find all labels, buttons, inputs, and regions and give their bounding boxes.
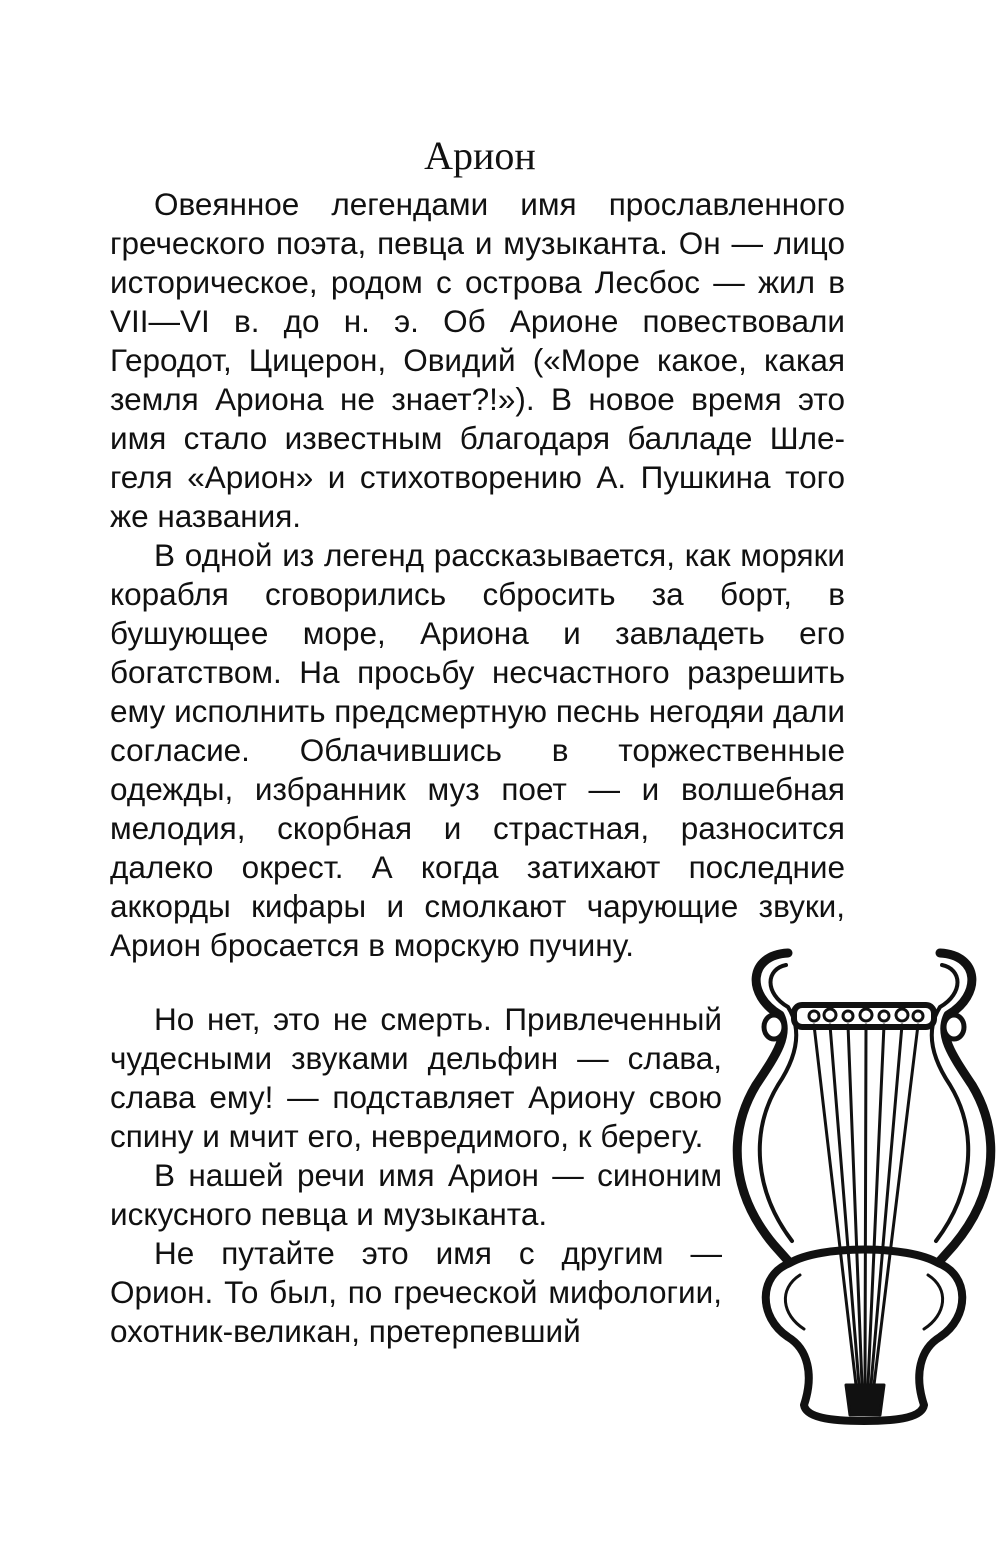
paragraph-dolphin: Но нет, это не смерть. Привлеченный чудесными звуками дельфин — слава, слава ему! — подставляет Ариону свою спину и мчит его, невредимого, к берегу. — [110, 1001, 722, 1154]
page-title: Арион — [424, 133, 536, 178]
lyre-icon — [728, 945, 1000, 1425]
paragraph-legend: В одной из легенд рассказывается, как моряки корабля сговорились сбросить за борт, в бушующее море, Ариона и завладеть его богатством. На просьбу несчастного разрешить ему исполнить предсмертную песнь негодяи дали согласие. Облачившись в торжественные одежды, избранник муз поет — и волшебная мелодия, скорбная и страстная, разносится далеко окрест. А когда затихают последние аккорды кифары и смолкают чарующие звуки, Арион бросается в морскую пучину. — [110, 537, 845, 963]
body-text-beside-image — [110, 1000, 722, 1351]
paragraph-intro: Овеянное легендами имя прославленного греческого поэта, певца и музыканта. Он — лицо историческое, родом с острова Лесбос — жил в VII—VI в. до н. э. Об Арионе повествовали Геродот, Цицерон, Овидий («Море какое, какая земля Ариона не знает?!»). В новое время это имя стало известным благодаря балладе Шлегеля «Арион» и стихотворению А. Пушкина того же названия. — [110, 186, 845, 534]
body-text-full-width — [110, 185, 845, 965]
paragraph-orion: Не путайте это имя с другим — Орион. То был, по греческой мифологии, охотник-великан, претерпевший — [110, 1235, 722, 1349]
paragraph-synonym: В нашей речи имя Арион — синоним искусного певца и музыканта. — [110, 1157, 722, 1232]
